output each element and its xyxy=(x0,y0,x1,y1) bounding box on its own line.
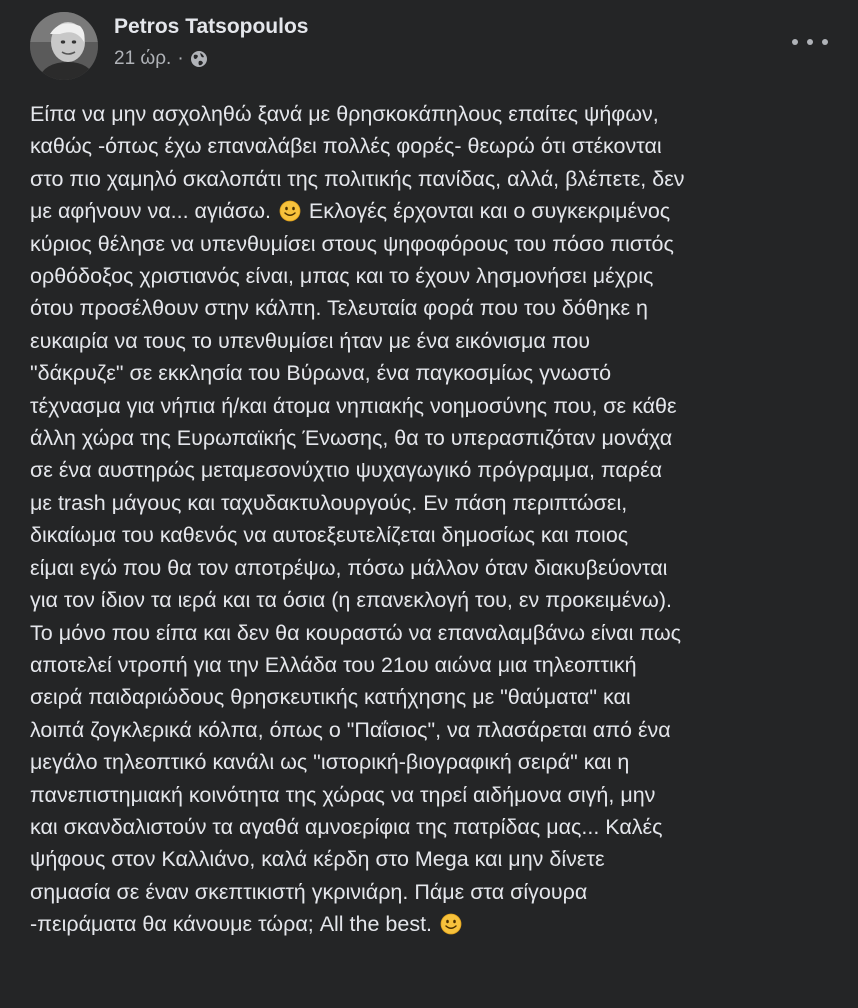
author-name[interactable]: Petros Tatsopoulos xyxy=(114,15,309,38)
more-dot xyxy=(822,39,828,45)
more-dot xyxy=(792,39,798,45)
post-text-line: σε ένα αυστηρώς μεταμεσονύχτιο ψυχαγωγικό πρόγραμμα, παρέα xyxy=(30,458,663,483)
post-text-line: τέχνασμα για νήπια ή/και άτομα νηπιακής νοημοσύνης που, σε κάθε xyxy=(30,393,677,418)
post-text-line: Το μόνο που είπα και δεν θα κουραστώ να επαναλαμβάνω είναι πως xyxy=(30,620,682,645)
post-text-line: κύριος θέλησε να υπενθυμίσει στους ψηφοφόρους του πόσο πιστός xyxy=(30,231,674,256)
post-text-line: σειρά παιδαριώδους θρησκευτικής κατήχησης με "θαύματα" και xyxy=(30,685,631,710)
post-text-line-with-emoji xyxy=(30,908,836,940)
post-text-line: αποτελεί ντροπή για την Ελλάδα του 21ου αιώνα μια τηλεοπτική xyxy=(30,652,637,677)
post-text-line: Είπα να μην ασχοληθώ ξανά με θρησκοκάπηλους επαίτες ψήφων, xyxy=(30,102,659,126)
post-text-segment: Εκλογές έρχονται και ο συγκεκριμένος xyxy=(308,199,671,224)
post-text-line: και σκανδαλιστούν τα αγαθά αμνοερίφια της πατρίδας μας... Καλές xyxy=(30,814,663,839)
more-dot xyxy=(807,39,813,45)
smiling-face-emoji-icon xyxy=(279,199,301,221)
post-text-line: με trash μάγους και ταχυδακτυλουργούς. Εν πάση περιπτώσει, xyxy=(30,490,628,515)
post-text-line: μεγάλο τηλεοπτικό κανάλι ως "ιστορική-βιογραφική σειρά" και η xyxy=(30,750,630,775)
post-text-line: για τον ίδιον τα ιερά και τα όσια (η επανεκλογή του, εν προκειμένω). xyxy=(30,588,672,613)
smiling-face-emoji-icon xyxy=(440,912,462,934)
post-text-line: σημασία σε έναν σκεπτικιστή γκρινιάρη. Πάμε στα σίγουρα xyxy=(30,879,588,904)
post-text-line: ψήφους στον Καλλιάνο, καλά κέρδη στο Mega και μην δίνετε xyxy=(30,847,605,872)
post-text-line: ορθόδοξος χριστιανός είναι, μπας και το έχουν λησμονήσει μέχρις xyxy=(30,264,654,289)
meta-separator: · xyxy=(177,48,184,69)
post-text-line: ευκαιρία να τους το υπενθυμίσει ήταν με ένα εικόνισμα που xyxy=(30,328,590,353)
post-text-line: στο πιο χαμηλό σκαλοπάτι της πολιτικής πανίδας, αλλά, βλέπετε, δεν xyxy=(30,166,685,191)
post-subline xyxy=(114,48,308,70)
post-text-line: ότου προσέλθουν στην κάλπη. Τελευταία φορά που του δόθηκε η xyxy=(30,296,648,321)
post-text-line: πανεπιστημιακή κοινότητα της χώρας να τηρεί αιδήμονα σιγή, μην xyxy=(30,782,656,807)
post-text-line: καθώς -όπως έχω επαναλάβει πολλές φορές- θεωρώ ότι στέκονται xyxy=(30,134,662,159)
more-options-button[interactable] xyxy=(792,30,828,54)
avatar-photo xyxy=(30,12,98,80)
post-text-line-with-emoji xyxy=(30,195,836,227)
post-text-line: λοιπά ζογκλερικά κόλπα, όπως ο "Παΐσιος", να πλασάρεται από ένα xyxy=(30,717,671,742)
post-text-line: άλλη χώρα της Ευρωπαϊκής Ένωσης, θα το υπερασπιζόταν μονάχα xyxy=(30,426,673,451)
post-timestamp[interactable]: 21 ώρ. xyxy=(114,48,172,69)
author-avatar[interactable] xyxy=(30,12,98,80)
post-text-segment: -πειράματα θα κάνουμε τώρα; All the best. xyxy=(30,912,433,937)
post-text-line: "δάκρυζε" σε εκκλησία του Βύρωνα, ένα παγκοσμίως γνωστό xyxy=(30,361,612,386)
post-body xyxy=(30,98,836,941)
post-text-line: δικαίωμα του καθενός να αυτοεξευτελίζεται δημοσίως και ποιος xyxy=(30,523,629,548)
post-meta xyxy=(114,15,309,70)
post-text-line: είμαι εγώ που θα τον αποτρέψω, πόσω μάλλον όταν διακυβεύονται xyxy=(30,555,668,580)
post-header xyxy=(30,12,308,80)
globe-icon[interactable] xyxy=(190,50,208,68)
post-text-segment: με αφήνουν να... αγιάσω. xyxy=(30,199,271,224)
